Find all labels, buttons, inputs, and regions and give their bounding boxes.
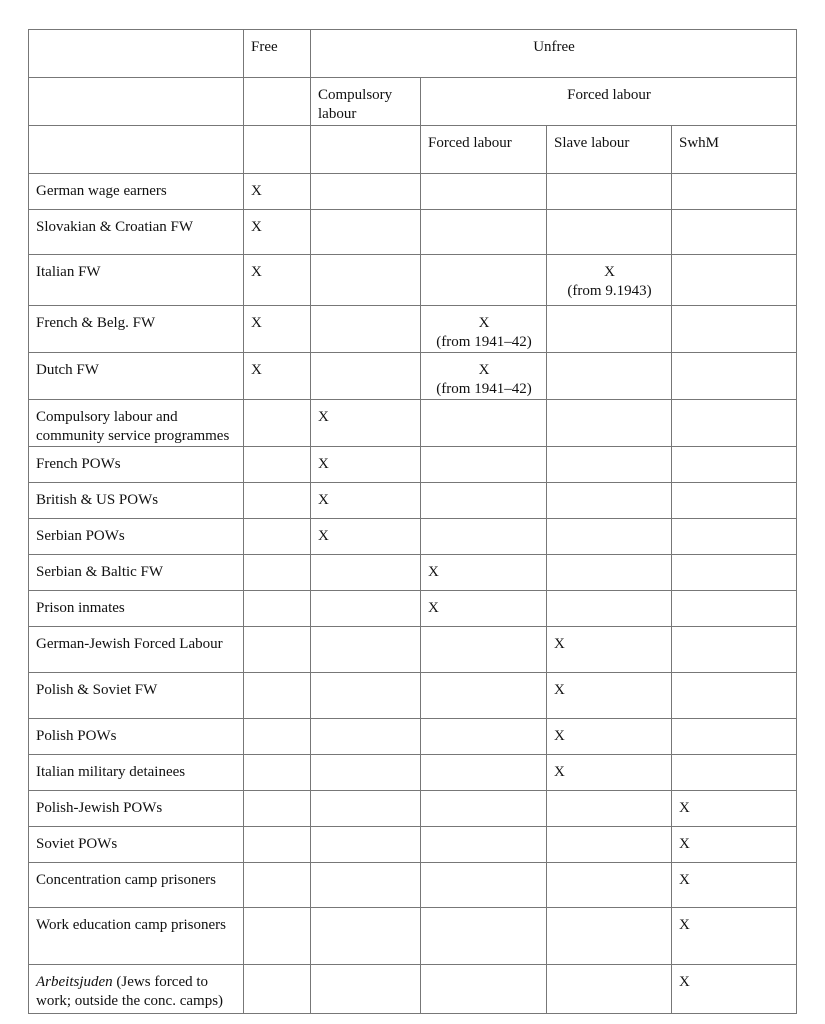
table-row xyxy=(29,965,797,1014)
free-cell xyxy=(244,673,311,719)
x-mark: X xyxy=(604,264,615,280)
forced-labour-cell xyxy=(421,791,547,827)
slave-labour-cell xyxy=(547,555,672,591)
date-note: (from 1941–42) xyxy=(436,381,532,397)
labour-classification-table xyxy=(28,29,797,1014)
row-label-text: (Jews forced to work; outside the conc. camps) xyxy=(36,974,224,1009)
x-mark: X xyxy=(251,264,262,280)
free-cell xyxy=(244,627,311,673)
row-label: French & Belg. FW xyxy=(29,306,244,353)
forced-labour-cell xyxy=(421,353,547,400)
row-label xyxy=(29,965,244,1014)
table-row xyxy=(29,827,797,863)
table-row xyxy=(29,174,797,210)
swhm-cell xyxy=(672,827,797,863)
slave-labour-cell xyxy=(547,719,672,755)
row-label: British & US POWs xyxy=(29,483,244,519)
free-cell xyxy=(244,210,311,255)
x-mark: X xyxy=(318,456,329,472)
date-note: (from 9.1943) xyxy=(567,283,652,299)
x-mark: X xyxy=(428,564,439,580)
header-corner-cell xyxy=(29,30,244,78)
free-cell xyxy=(244,755,311,791)
row-label: Serbian POWs xyxy=(29,519,244,555)
free-cell xyxy=(244,447,311,483)
forced-labour-cell xyxy=(421,555,547,591)
free-cell xyxy=(244,827,311,863)
row-label: Work education camp prisoners xyxy=(29,908,244,965)
slave-labour-cell xyxy=(547,255,672,306)
header-empty-cell xyxy=(29,78,244,126)
table-row xyxy=(29,719,797,755)
header-forced-labour-group: Forced labour xyxy=(421,78,797,126)
table-row xyxy=(29,483,797,519)
forced-labour-cell xyxy=(421,174,547,210)
slave-labour-cell xyxy=(547,908,672,965)
slave-labour-cell xyxy=(547,483,672,519)
slave-labour-cell xyxy=(547,965,672,1014)
swhm-cell xyxy=(672,483,797,519)
free-cell xyxy=(244,791,311,827)
swhm-cell xyxy=(672,174,797,210)
swhm-cell xyxy=(672,555,797,591)
date-note: (from 1941–42) xyxy=(436,334,532,350)
swhm-cell xyxy=(672,519,797,555)
x-mark: X xyxy=(251,183,262,199)
row-label: Italian FW xyxy=(29,255,244,306)
compulsory-cell xyxy=(311,447,421,483)
compulsory-cell xyxy=(311,519,421,555)
compulsory-cell xyxy=(311,174,421,210)
slave-labour-cell xyxy=(547,591,672,627)
header-empty-cell xyxy=(311,126,421,174)
row-label: Italian military detainees xyxy=(29,755,244,791)
table-row xyxy=(29,673,797,719)
forced-labour-cell xyxy=(421,447,547,483)
table-row xyxy=(29,755,797,791)
free-cell xyxy=(244,719,311,755)
slave-labour-cell xyxy=(547,755,672,791)
slave-labour-cell xyxy=(547,306,672,353)
x-mark: X xyxy=(554,728,565,744)
table-row xyxy=(29,863,797,908)
header-compulsory-labour: Compulsory labour xyxy=(311,78,421,126)
slave-labour-cell xyxy=(547,673,672,719)
x-mark: X xyxy=(318,492,329,508)
forced-labour-cell xyxy=(421,255,547,306)
slave-labour-cell xyxy=(547,400,672,447)
compulsory-cell xyxy=(311,673,421,719)
row-label: Polish-Jewish POWs xyxy=(29,791,244,827)
swhm-cell xyxy=(672,755,797,791)
compulsory-cell xyxy=(311,719,421,755)
table-row xyxy=(29,627,797,673)
compulsory-cell xyxy=(311,306,421,353)
slave-labour-cell xyxy=(547,863,672,908)
x-mark: X xyxy=(554,682,565,698)
swhm-cell xyxy=(672,791,797,827)
swhm-cell xyxy=(672,591,797,627)
x-mark: X xyxy=(554,636,565,652)
header-swhm: SwhM xyxy=(672,126,797,174)
table-row xyxy=(29,400,797,447)
free-cell xyxy=(244,483,311,519)
forced-labour-cell xyxy=(421,210,547,255)
forced-labour-cell xyxy=(421,673,547,719)
row-label: Prison inmates xyxy=(29,591,244,627)
x-mark: X xyxy=(554,764,565,780)
x-mark: X xyxy=(478,315,490,331)
forced-labour-cell xyxy=(421,965,547,1014)
swhm-cell xyxy=(672,965,797,1014)
forced-labour-cell xyxy=(421,591,547,627)
free-cell xyxy=(244,519,311,555)
forced-labour-cell xyxy=(421,827,547,863)
swhm-cell xyxy=(672,255,797,306)
swhm-cell xyxy=(672,719,797,755)
table-row xyxy=(29,908,797,965)
header-empty-cell xyxy=(244,126,311,174)
forced-labour-cell xyxy=(421,863,547,908)
forced-labour-cell xyxy=(421,908,547,965)
row-label: German-Jewish Forced Labour xyxy=(29,627,244,673)
compulsory-cell xyxy=(311,965,421,1014)
x-mark: X xyxy=(679,917,690,933)
swhm-cell xyxy=(672,908,797,965)
compulsory-cell xyxy=(311,400,421,447)
free-cell xyxy=(244,400,311,447)
table-row xyxy=(29,447,797,483)
free-cell xyxy=(244,174,311,210)
slave-labour-cell xyxy=(547,447,672,483)
slave-labour-cell xyxy=(547,519,672,555)
forced-labour-cell xyxy=(421,306,547,353)
slave-labour-cell xyxy=(547,627,672,673)
compulsory-cell xyxy=(311,827,421,863)
compulsory-cell xyxy=(311,627,421,673)
row-label: Polish & Soviet FW xyxy=(29,673,244,719)
row-label-italic: Arbeitsjuden xyxy=(36,974,113,990)
row-label: Serbian & Baltic FW xyxy=(29,555,244,591)
slave-labour-cell xyxy=(547,353,672,400)
swhm-cell xyxy=(672,673,797,719)
compulsory-cell xyxy=(311,353,421,400)
compulsory-cell xyxy=(311,863,421,908)
x-mark: X xyxy=(318,528,329,544)
slave-labour-cell xyxy=(547,210,672,255)
compulsory-cell xyxy=(311,755,421,791)
free-cell xyxy=(244,555,311,591)
row-label: Dutch FW xyxy=(29,353,244,400)
row-label: Polish POWs xyxy=(29,719,244,755)
x-mark: X xyxy=(679,974,690,990)
free-cell xyxy=(244,255,311,306)
x-mark: X xyxy=(251,362,262,378)
compulsory-cell xyxy=(311,210,421,255)
header-free: Free xyxy=(244,30,311,78)
table-row xyxy=(29,210,797,255)
compulsory-cell xyxy=(311,255,421,306)
table-row xyxy=(29,306,797,353)
header-empty-cell xyxy=(29,126,244,174)
x-mark: X xyxy=(251,219,262,235)
header-unfree: Unfree xyxy=(311,30,797,78)
slave-labour-cell xyxy=(547,791,672,827)
forced-labour-cell xyxy=(421,483,547,519)
compulsory-cell xyxy=(311,591,421,627)
row-label: French POWs xyxy=(29,447,244,483)
swhm-cell xyxy=(672,447,797,483)
compulsory-cell xyxy=(311,483,421,519)
header-empty-cell xyxy=(244,78,311,126)
header-slave-labour: Slave labour xyxy=(547,126,672,174)
x-mark: X xyxy=(428,600,439,616)
x-mark: X xyxy=(251,315,262,331)
header-row-3 xyxy=(29,126,797,174)
forced-labour-cell xyxy=(421,627,547,673)
x-mark: X xyxy=(679,836,690,852)
table-row xyxy=(29,591,797,627)
forced-labour-cell xyxy=(421,755,547,791)
table-row xyxy=(29,791,797,827)
swhm-cell xyxy=(672,306,797,353)
swhm-cell xyxy=(672,400,797,447)
free-cell xyxy=(244,353,311,400)
header-row-2 xyxy=(29,78,797,126)
table-row xyxy=(29,555,797,591)
swhm-cell xyxy=(672,863,797,908)
x-mark: X xyxy=(679,800,690,816)
slave-labour-cell xyxy=(547,174,672,210)
x-mark: X xyxy=(318,409,329,425)
forced-labour-cell xyxy=(421,519,547,555)
free-cell xyxy=(244,306,311,353)
table-row xyxy=(29,519,797,555)
free-cell xyxy=(244,965,311,1014)
header-row-1 xyxy=(29,30,797,78)
row-label: German wage earners xyxy=(29,174,244,210)
free-cell xyxy=(244,908,311,965)
x-mark: X xyxy=(679,872,690,888)
table-row xyxy=(29,255,797,306)
row-label: Compulsory labour and community service programmes xyxy=(29,400,244,447)
slave-labour-cell xyxy=(547,827,672,863)
row-label: Concentration camp prisoners xyxy=(29,863,244,908)
compulsory-cell xyxy=(311,908,421,965)
forced-labour-cell xyxy=(421,400,547,447)
row-label: Soviet POWs xyxy=(29,827,244,863)
forced-labour-cell xyxy=(421,719,547,755)
header-forced-labour: Forced labour xyxy=(421,126,547,174)
swhm-cell xyxy=(672,210,797,255)
table-row xyxy=(29,353,797,400)
free-cell xyxy=(244,591,311,627)
x-mark: X xyxy=(478,362,490,378)
swhm-cell xyxy=(672,353,797,400)
free-cell xyxy=(244,863,311,908)
row-label: Slovakian & Croatian FW xyxy=(29,210,244,255)
compulsory-cell xyxy=(311,555,421,591)
compulsory-cell xyxy=(311,791,421,827)
swhm-cell xyxy=(672,627,797,673)
table-body xyxy=(29,174,797,1014)
